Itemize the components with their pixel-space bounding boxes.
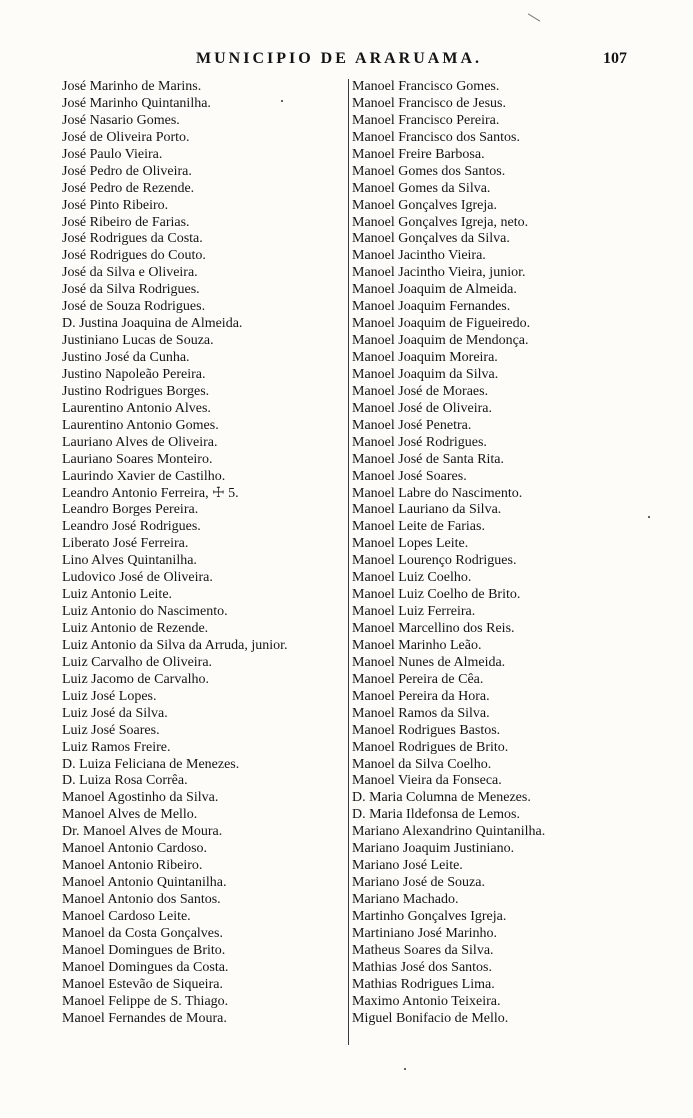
list-item: D. Maria Columna de Menezes. — [352, 790, 531, 806]
list-item: Liberato José Ferreira. — [62, 536, 189, 552]
ink-speck — [404, 1068, 406, 1070]
list-item: Manoel Pereira da Hora. — [352, 688, 490, 704]
list-item: Justiniano Lucas de Souza. — [62, 333, 214, 349]
list-item: Manoel José de Oliveira. — [352, 400, 492, 416]
list-item: Manoel Rodrigues de Brito. — [352, 739, 509, 755]
list-item: Leandro José Rodrigues. — [62, 519, 201, 535]
list-item: Manoel Francisco dos Santos. — [352, 129, 520, 145]
list-item: D. Maria Ildefonsa de Lemos. — [352, 807, 520, 823]
list-item: D. Luiza Rosa Corrêa. — [62, 773, 188, 789]
list-item: Manoel José de Santa Rita. — [352, 451, 505, 467]
list-item: José Rodrigues do Couto. — [62, 248, 206, 264]
list-item: Luiz Antonio da Silva da Arruda, junior. — [62, 637, 288, 653]
list-item: Martiniano José Marinho. — [352, 925, 498, 941]
list-item: Manoel Joaquim Moreira. — [352, 350, 498, 365]
list-item: Manoel Agostinho da Silva. — [62, 790, 219, 806]
list-item: Luiz José da Silva. — [62, 705, 168, 721]
list-item: José Marinho Quintanilha. — [62, 95, 211, 111]
list-item: Manoel Pereira de Cêa. — [352, 671, 484, 687]
list-item: José Pedro de Rezende. — [62, 180, 195, 196]
ink-speck — [648, 516, 650, 518]
list-item: Manoel Joaquim de Almeida. — [352, 282, 517, 298]
list-item: Manoel Luiz Coelho de Brito. — [352, 587, 521, 603]
list-item: José Pinto Ribeiro. — [62, 197, 169, 213]
list-item: Manoel Francisco de Jesus. — [352, 95, 506, 111]
list-item: Leandro Antonio Ferreira, ☩ 5. — [62, 485, 239, 501]
list-item: José Pedro de Oliveira. — [62, 163, 192, 179]
list-item: Manoel Gomes da Silva. — [352, 180, 491, 196]
list-item: Luiz José Lopes. — [62, 688, 157, 704]
list-item: José Paulo Vieira. — [62, 146, 163, 162]
list-item: Manoel Marinho Leão. — [352, 637, 482, 653]
list-item: Manoel José de Moraes. — [352, 383, 489, 399]
list-item: Justino Napoleão Pereira. — [62, 366, 206, 382]
list-item: Manoel Joaquim da Silva. — [352, 366, 499, 382]
list-item: Manoel Luiz Coelho. — [352, 570, 472, 586]
list-item: Manoel Alves de Mello. — [62, 807, 198, 823]
list-item: Manoel Domingues de Brito. — [62, 942, 226, 958]
list-item: Laurindo Xavier de Castilho. — [62, 468, 226, 484]
list-item: Manoel Gonçalves Igreja. — [352, 197, 497, 213]
list-item: Manoel Jacintho Vieira. — [352, 248, 486, 264]
ink-speck — [281, 100, 283, 102]
list-item: Manoel Labre do Nascimento. — [352, 485, 523, 501]
list-item: Mathias Rodrigues Lima. — [352, 976, 495, 992]
list-item: Laurentino Antonio Alves. — [62, 400, 211, 416]
list-item: Luiz Ramos Freire. — [62, 739, 171, 755]
list-item: Manoel Lourenço Rodrigues. — [352, 553, 517, 569]
list-item: José Ribeiro de Farias. — [62, 214, 190, 230]
list-item: Manoel Rodrigues Bastos. — [352, 722, 501, 738]
list-item: Leandro Borges Pereira. — [62, 502, 199, 518]
list-item: Manoel Gomes dos Santos. — [352, 163, 506, 179]
list-item: Mariano Alexandrino Quintanilha. — [352, 824, 546, 840]
list-item: D. Justina Joaquina de Almeida. — [62, 316, 243, 332]
list-item: José da Silva Rodrigues. — [62, 282, 200, 298]
list-item: Mariano José Leite. — [352, 858, 463, 874]
list-item: José da Silva e Oliveira. — [62, 265, 198, 281]
list-item: Martinho Gonçalves Igreja. — [352, 908, 507, 924]
list-item: Luiz Carvalho de Oliveira. — [62, 654, 213, 670]
list-item: Luiz José Soares. — [62, 722, 160, 738]
list-item: Manoel Lopes Leite. — [352, 536, 469, 552]
list-item: Mariano Joaquim Justiniano. — [352, 841, 515, 857]
list-item: José Rodrigues da Costa. — [62, 231, 203, 247]
list-item: Manoel Domingues da Costa. — [62, 959, 229, 975]
list-item: Luiz Antonio de Rezende. — [62, 621, 209, 636]
list-item: Luiz Jacomo de Carvalho. — [62, 671, 209, 687]
list-item: Mariano Machado. — [352, 892, 459, 907]
list-item: Luiz Antonio do Nascimento. — [62, 604, 228, 620]
list-item: Manoel Joaquim Fernandes. — [352, 299, 511, 315]
list-item: Manoel José Rodrigues. — [352, 434, 487, 450]
list-item: Manoel Ramos da Silva. — [352, 705, 490, 721]
list-item: Matheus Soares da Silva. — [352, 942, 494, 958]
list-item: Manoel Antonio Cardoso. — [62, 841, 208, 857]
list-item: Manoel Fernandes de Moura. — [62, 1010, 227, 1026]
list-item: D. Luiza Feliciana de Menezes. — [62, 756, 240, 772]
list-item: José Marinho de Marins. — [62, 79, 202, 94]
list-item: Manoel Antonio Ribeiro. — [62, 858, 203, 874]
list-item: Manoel Francisco Pereira. — [352, 112, 500, 128]
list-item: Mathias José dos Santos. — [352, 959, 492, 975]
list-item: Manoel Jacintho Vieira, junior. — [352, 265, 526, 281]
list-item: Lauriano Soares Monteiro. — [62, 451, 213, 467]
list-item: José de Souza Rodrigues. — [62, 299, 206, 315]
list-item: Manoel Freire Barbosa. — [352, 146, 485, 162]
list-item: Manoel Lauriano da Silva. — [352, 502, 502, 518]
list-item: Maximo Antonio Teixeira. — [352, 993, 501, 1009]
list-item: Lino Alves Quintanilha. — [62, 553, 197, 569]
list-item: Manoel Gonçalves Igreja, neto. — [352, 214, 529, 230]
list-item: Miguel Bonifacio de Mello. — [352, 1010, 509, 1026]
list-item: Manoel Luiz Ferreira. — [352, 604, 476, 620]
list-item: Manoel da Costa Gonçalves. — [62, 925, 223, 941]
list-item: Manoel Estevão de Siqueira. — [62, 976, 223, 992]
list-item: Manoel Felippe de S. Thiago. — [62, 993, 229, 1009]
page-number: 107 — [603, 50, 627, 67]
list-item: Manoel Antonio dos Santos. — [62, 892, 221, 907]
left-name-column — [62, 79, 347, 1028]
list-item: Manoel Antonio Quintanilha. — [62, 875, 227, 891]
list-item: Dr. Manoel Alves de Moura. — [62, 824, 223, 840]
list-item: José Nasario Gomes. — [62, 112, 180, 128]
list-item: Manoel da Silva Coelho. — [352, 756, 492, 772]
list-item: Justino Rodrigues Borges. — [62, 383, 210, 399]
list-item: José de Oliveira Porto. — [62, 129, 190, 145]
list-item: Manoel Francisco Gomes. — [352, 79, 500, 94]
list-item: Manoel Leite de Farias. — [352, 519, 485, 535]
right-name-column — [352, 79, 652, 1028]
list-item: Manoel Joaquim de Figueiredo. — [352, 316, 531, 332]
page-title: MUNICIPIO DE ARARUAMA. — [196, 50, 482, 67]
list-item: Ludovico José de Oliveira. — [62, 570, 213, 586]
list-item: Luiz Antonio Leite. — [62, 587, 173, 603]
column-divider — [348, 79, 349, 1045]
list-item: Manoel Cardoso Leite. — [62, 908, 191, 924]
list-item: Manoel José Penetra. — [352, 417, 472, 433]
list-item: Manoel Vieira da Fonseca. — [352, 773, 502, 789]
list-item: Manoel Nunes de Almeida. — [352, 654, 506, 670]
list-item: Manoel Marcellino dos Reis. — [352, 621, 515, 636]
list-item: Laurentino Antonio Gomes. — [62, 417, 219, 433]
list-item: Manoel Gonçalves da Silva. — [352, 231, 510, 247]
list-item: Mariano José de Souza. — [352, 875, 485, 891]
list-item: Justino José da Cunha. — [62, 350, 190, 365]
list-item: Manoel Joaquim de Mendonça. — [352, 333, 529, 349]
stray-mark — [528, 13, 540, 21]
list-item: Manoel José Soares. — [352, 468, 467, 484]
list-item: Lauriano Alves de Oliveira. — [62, 434, 218, 450]
